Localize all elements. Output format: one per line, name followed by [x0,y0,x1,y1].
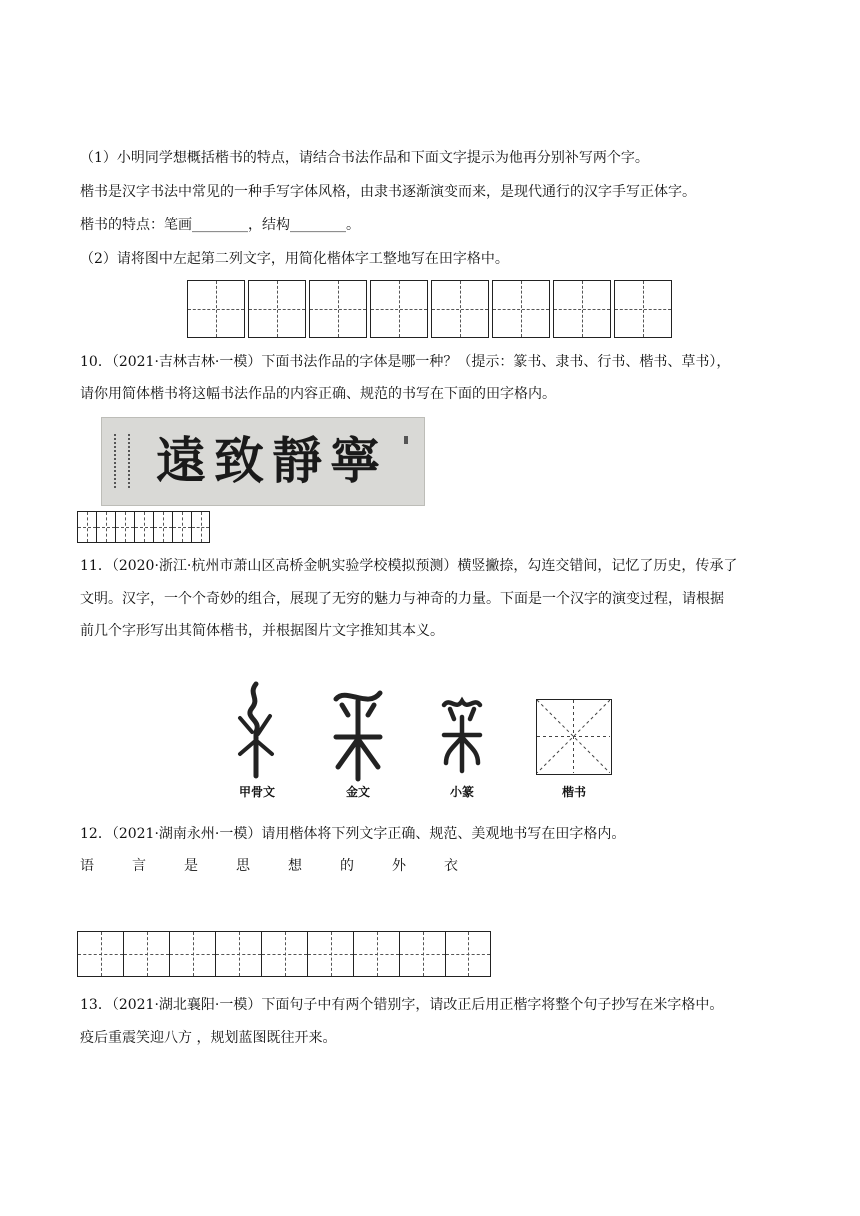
tianzige-cell[interactable] [115,511,134,543]
bronze-inscription-glyph-image [330,683,386,783]
tianzige-cell[interactable] [309,280,367,338]
oracle-bone-glyph-image [230,680,280,780]
tianzige-cell[interactable] [187,280,245,338]
q11-question-line2: 文明。汉字，一个个奇妙的组合，展现了无穷的魅力与神奇的力量。下面是一个汉字的演变过程，请根据 [80,591,724,607]
char: 想 [288,858,302,874]
mizige-cell[interactable] [536,699,612,775]
label-small-seal: 小篆 [449,785,474,799]
tianzige-cell[interactable] [431,280,489,338]
q9-part2: （2）请将图中左起第二列文字，用简化楷体字工整地写在田字格中。 [80,251,509,267]
tianzige-cell[interactable] [248,280,306,338]
tianzige-grid-q9[interactable] [187,280,675,338]
tianzige-cell[interactable] [261,931,307,977]
label-regular-script: 楷书 [561,785,586,799]
tianzige-cell[interactable] [123,931,169,977]
char: 语 [80,858,94,874]
char: 言 [132,858,146,874]
tianzige-cell[interactable] [614,280,672,338]
q10-question: 10．（2021·吉林吉林·一模）下面书法作品的字体是哪一种？（提示：篆书、隶书、行书、楷书、草书）， [80,354,731,370]
small-seal-glyph-image [440,695,484,775]
q10-instruction: 请你用简体楷书将这幅书法作品的内容正确、规范的书写在下面的田字格内。 [80,386,556,402]
tianzige-cell[interactable] [215,931,261,977]
tianzige-cell[interactable] [77,511,96,543]
tianzige-cell[interactable] [169,931,215,977]
tianzige-grid-q12[interactable] [77,931,491,977]
q13-sentence: 疫后重震笑迎八方 ，规划蓝图既往开来。 [80,1030,337,1046]
tianzige-cell[interactable] [134,511,153,543]
label-bronze: 金文 [345,785,370,799]
mizige-guides [537,700,610,773]
tianzige-cell[interactable] [399,931,445,977]
char: 外 [392,858,406,874]
char: 思 [236,858,250,874]
calligraphy-artwork [101,417,425,506]
tianzige-cell[interactable] [191,511,210,543]
tianzige-cell[interactable] [353,931,399,977]
tianzige-cell[interactable] [77,931,123,977]
q9-blank-line: 楷书的特点：笔画________，结构________。 [80,217,360,233]
q12-chars [80,856,496,876]
tianzige-cell[interactable] [553,280,611,338]
artwork-seal [404,436,408,444]
tianzige-grid-q10[interactable] [77,511,210,543]
tianzige-cell[interactable] [370,280,428,338]
tianzige-cell[interactable] [492,280,550,338]
q12-question: 12．（2021·湖南永州·一模）请用楷体将下列文字正确、规范、美观地书写在田字格内。 [80,826,626,842]
artwork-inscription-left-2 [128,434,144,488]
tianzige-cell[interactable] [153,511,172,543]
artwork-text: 遠致靜寧 [156,431,388,490]
label-oracle-bone: 甲骨文 [238,785,275,799]
q13-question: 13．（2021·湖北襄阳·一模）下面句子中有两个错别字，请改正后用正楷字将整个句子抄写在米字格中。 [80,997,724,1013]
char: 的 [340,858,354,874]
char: 是 [184,858,198,874]
tianzige-cell[interactable] [445,931,491,977]
tianzige-cell[interactable] [307,931,353,977]
char: 衣 [444,858,458,874]
q9-part1: （1）小明同学想概括楷书的特点，请结合书法作品和下面文字提示为他再分别补写两个字。 [80,150,649,166]
q11-question-line3: 前几个字形写出其简体楷书，并根据图片文字推知其本义。 [80,623,444,639]
q11-question-line1: 11．（2020·浙江·杭州市萧山区高桥金帆实验学校模拟预测）横竖撇捺，勾连交错间，记忆了历史，传承了 [80,558,738,574]
tianzige-cell[interactable] [172,511,191,543]
q9-paragraph: 楷书是汉字书法中常见的一种手写字体风格，由隶书逐渐演变而来，是现代通行的汉字手写正体字。 [80,184,696,200]
tianzige-cell[interactable] [96,511,115,543]
